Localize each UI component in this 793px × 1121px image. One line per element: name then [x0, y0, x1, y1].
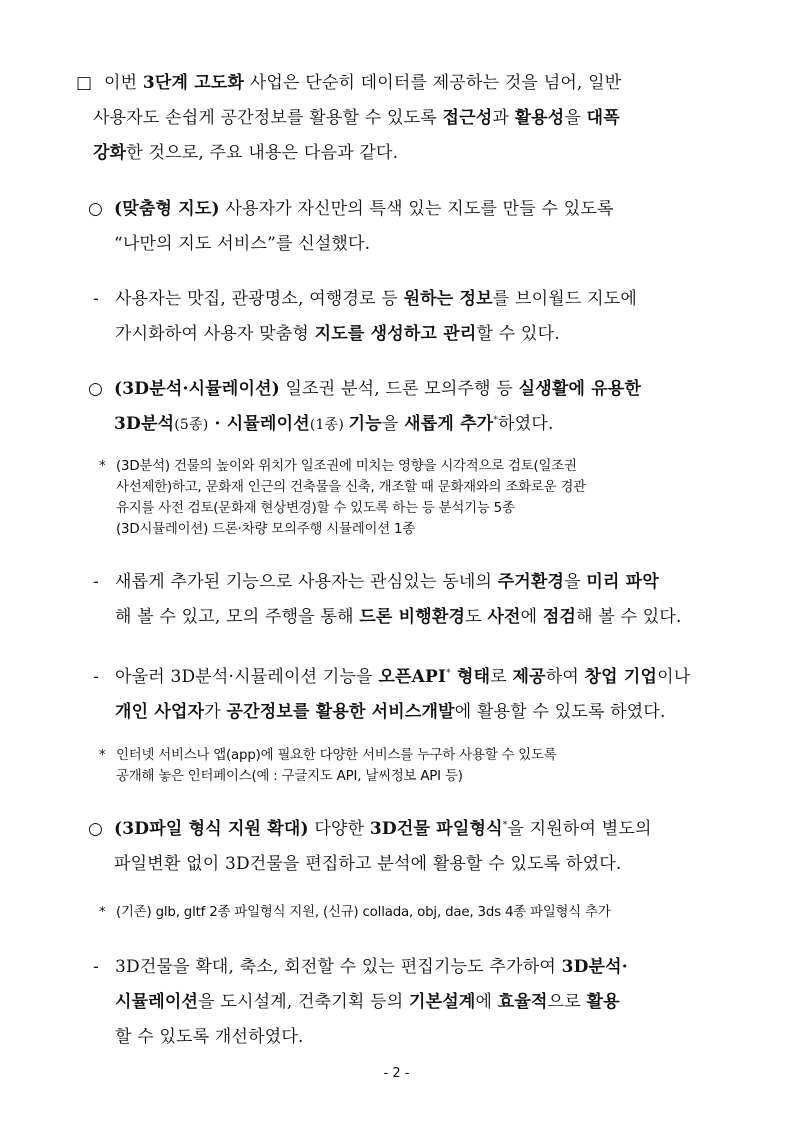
analysis-detail-1-line-2: 해 볼 수 있고, 모의 주행을 통해 드론 비행환경도 사전에 점검해 볼 수 있다.	[115, 607, 682, 627]
custom-map-detail-line-1: 사용자는 맛집, 관광명소, 여행경로 등 원하는 정보를 브이월드 지도에	[115, 289, 637, 309]
analysis-line-1: (3D분석·시뮬레이션) 일조권 분석, 드론 모의주행 등 실생활에 유용한	[114, 379, 642, 399]
intro-line-3: 강화한 것으로, 주요 내용은 다음과 같다.	[93, 143, 399, 163]
file-format-line-2: 파일변환 없이 3D건물을 편집하고 분석에 활용할 수 있도록 하였다.	[114, 854, 622, 874]
analysis-detail-2	[93, 660, 690, 730]
analysis-note-line-2: 사선제한)하고, 문화재 인근의 건축물을 신축, 개조할 때 문화재와의 조화로운 경관	[116, 480, 586, 495]
asterisk-marker: *	[99, 459, 106, 474]
analysis-detail-1-line-1: 새롭게 추가된 기능으로 사용자는 관심있는 동네의 주거환경을 미리 파악	[115, 572, 660, 592]
circle-bullet: ○	[88, 379, 104, 399]
dash-bullet: -	[93, 667, 99, 687]
custom-map-line-1: (맞춤형 지도) 사용자가 자신만의 특색 있는 지도를 만들 수 있도록	[114, 199, 614, 219]
api-note-line-2: 공개해 놓은 인터페이스(예 : 구글지도 API, 날씨정보 API 등)	[116, 769, 463, 784]
file-detail-line-3: 할 수 있도록 개선하였다.	[115, 1027, 304, 1047]
intro-line-1: 이번 3단계 고도화 사업은 단순히 데이터를 제공하는 것을 넘어, 일반	[104, 73, 622, 93]
file-note-line-1: (기존) glb, gltf 2종 파일형식 지원, (신규) collada, obj, dae, 3ds 4종 파일형식 추가	[116, 905, 611, 920]
analysis-note-line-3: 유지를 사전 검토(문화재 현상변경)할 수 있도록 하는 등 분석기능 5종	[116, 501, 515, 516]
analysis-note-line-1: (3D분석) 건물의 높이와 위치가 일조권에 미치는 영향을 시각적으로 검토(일조권	[116, 459, 577, 474]
api-footnote	[99, 745, 557, 787]
checkbox-marker: □	[76, 73, 93, 93]
dash-bullet: -	[93, 957, 99, 977]
analysis-line-2: 3D분석(5종) · 시뮬레이션(1종) 기능을 새롭게 추가*하였다.	[114, 414, 554, 434]
file-footnote	[99, 902, 611, 923]
asterisk-marker: *	[99, 748, 106, 763]
analysis-footnote	[99, 456, 586, 540]
intro-line-2: 사용자도 손쉽게 공간정보를 활용할 수 있도록 접근성과 활용성을 대폭	[93, 108, 620, 128]
file-detail-line-2: 시뮬레이션을 도시설계, 건축기획 등의 기본설계에 효율적으로 활용	[115, 992, 620, 1012]
api-note-line-1: 인터넷 서비스나 앱(app)에 필요한 다양한 서비스를 누구하 사용할 수 있도록	[116, 748, 557, 763]
analysis-detail-2-line-1: 아울러 3D분석·시뮬레이션 기능을 오픈API* 형태로 제공하여 창업 기업이나	[115, 667, 691, 687]
analysis-detail-2-line-2: 개인 사업자가 공간정보를 활용한 서비스개발에 활용할 수 있도록 하였다.	[115, 702, 666, 722]
circle-bullet: ○	[88, 199, 104, 219]
custom-map-detail-line-2: 가시화하여 사용자 맞춤형 지도를 생성하고 관리할 수 있다.	[115, 324, 560, 344]
circle-bullet: ○	[88, 819, 104, 839]
analysis-note-line-4: (3D시뮬레이션) 드론·차량 모의주행 시뮬레이션 1종	[116, 522, 416, 537]
analysis-detail-1	[93, 565, 682, 635]
intro-paragraph	[76, 66, 621, 171]
dash-bullet: -	[93, 572, 99, 592]
custom-map-detail	[93, 282, 637, 352]
file-format-section	[88, 812, 652, 882]
custom-map-line-2: “나만의 지도 서비스”를 신설했다.	[114, 234, 371, 254]
asterisk-marker: *	[99, 905, 106, 920]
dash-bullet: -	[93, 289, 99, 309]
analysis-section	[88, 372, 641, 442]
custom-map-section	[88, 192, 614, 262]
file-format-line-1: (3D파일 형식 지원 확대) 다양한 3D건물 파일형식*을 지원하여 별도의	[114, 819, 652, 839]
file-format-detail	[93, 950, 628, 1055]
file-detail-line-1: 3D건물을 확대, 축소, 회전할 수 있는 편집기능도 추가하여 3D분석·	[115, 957, 628, 977]
page-number: - 2 -	[383, 1066, 410, 1081]
